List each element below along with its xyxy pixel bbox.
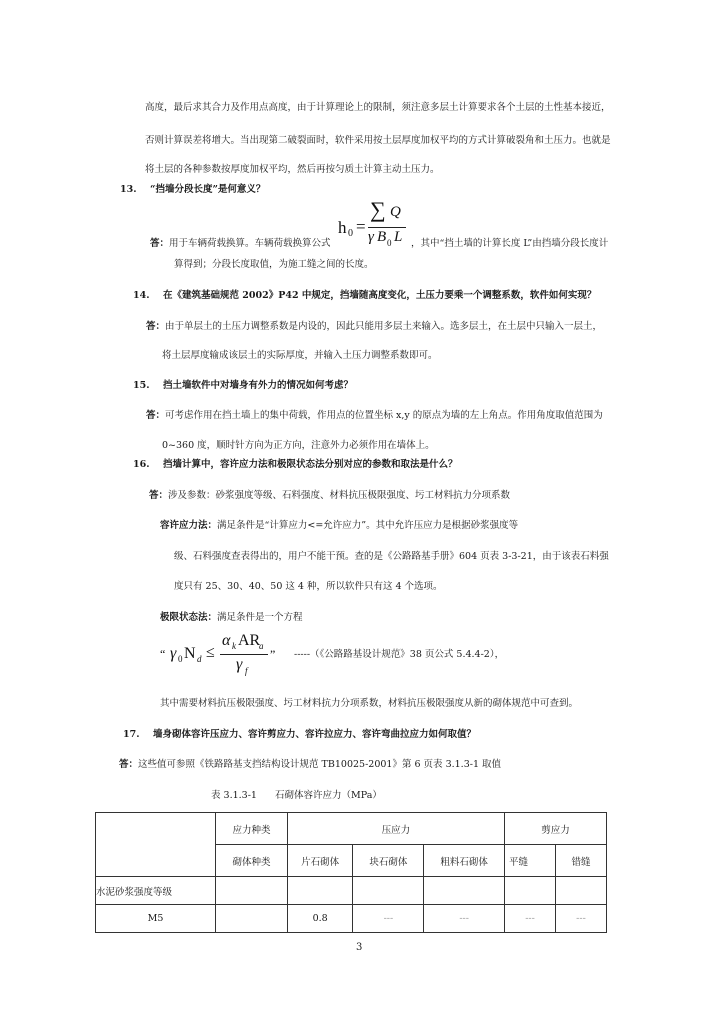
formula-reference: -----（《公路路基设计规范》38 页公式 5.4.4-2）， (294, 649, 505, 660)
answer-label: 答： (119, 759, 139, 770)
formula-den-gamma: γ (368, 229, 374, 245)
formula-n: N (184, 645, 196, 662)
limit-state-label: 极限状态法： (160, 612, 218, 623)
question-text: “挡墙分段长度”是何意义？ (150, 184, 266, 195)
page-number: 3 (356, 942, 363, 953)
table-header-cell: 应力种类 (216, 813, 288, 845)
table-caption-number: 表 3.1.3-1 (211, 790, 257, 801)
table-cell (216, 877, 288, 905)
answer-16-line1 (149, 490, 510, 502)
table-header-cell: 片石砌体 (287, 845, 353, 877)
table-cell (353, 877, 424, 905)
formula-den-b: B (377, 229, 387, 245)
answer-label: 答： (146, 321, 166, 332)
limit-state-text: 满足条件是一个方程 (217, 612, 303, 623)
answer-text: 用于车辆荷载换算。车辆荷载换算公式 (169, 238, 331, 249)
formula-sum: ∑ (370, 197, 386, 222)
table-cell-stagger: --- (555, 905, 606, 933)
formula-ar: AR (238, 632, 261, 649)
fraction-bar (220, 654, 268, 655)
formula-numerator: Q (390, 204, 401, 220)
table-header-cell: 粗料石砌体 (424, 845, 505, 877)
formula-lhs: h (338, 218, 347, 237)
formula-open-quote: “ (160, 647, 166, 661)
answer-text: 由于单层土的土压力调整系数是内设的，因此只能用多层土来输入。选多层土，在土层中只输入一层土， (165, 321, 603, 332)
question-17 (123, 729, 476, 741)
question-text: 挡土墙软件中对墙身有外力的情况如何考虑？ (163, 380, 354, 391)
formula-close-quote: ” (270, 647, 276, 661)
question-number: 15. (133, 380, 150, 391)
allowable-stress-label: 容许应力法： (160, 520, 218, 531)
table-header-cell: 错缝 (555, 845, 606, 877)
table-header-cell: 砌体种类 (216, 845, 288, 877)
table-cell-empty (96, 845, 216, 877)
question-number: 13. (120, 184, 137, 195)
answer-label: 答： (150, 238, 170, 249)
question-text: 在《建筑基础规范 2002》P42 中规定，挡墙随高度变化，土压力要乘一个调整系数，软件如何实现？ (163, 290, 597, 301)
table-cell (216, 905, 288, 933)
table-cell (287, 877, 353, 905)
question-number: 17. (123, 729, 140, 740)
table-header-cell: 压应力 (287, 813, 504, 845)
formula-gamma: γ (170, 645, 177, 662)
formula-lhs-sub: 0 (348, 228, 353, 239)
paragraph-line: 否则计算误差将增大。当出现第二破裂面时，软件采用按土层厚度加权平均的方式计算破裂角和土压力。也就是 (145, 135, 611, 146)
table-cell-flat: --- (505, 905, 556, 933)
allowable-stress-line3: 度只有 25、30、40、50 这 4 种，所以软件只有这 4 个选项。 (174, 581, 443, 592)
paragraph-line: 将土层的各种参数按厚度加权平均，然后再按匀质土计算主动土压力。 (145, 164, 440, 175)
answer-label: 答： (146, 410, 166, 421)
question-text: 墙身砌体容许压应力、容许剪应力、容许拉应力、容许弯曲拉应力如何取值？ (153, 729, 477, 740)
table-header-row (96, 813, 607, 845)
table-header-row (96, 845, 607, 877)
question-number: 14. (133, 290, 150, 301)
table-header-cell: 块石砌体 (353, 845, 424, 877)
answer-14-line1 (146, 321, 602, 333)
answer-17-line1 (119, 759, 501, 771)
answer-15-line1 (146, 410, 603, 422)
table-row (96, 905, 607, 933)
vehicle-load-formula (338, 197, 408, 249)
question-text: 挡墙计算中，容许应力法和极限状态法分别对应的参数和取法是什么？ (163, 459, 458, 470)
question-16 (133, 459, 458, 471)
answer-16-closing: 其中需要材料抗压极限强度、圬工材料抗力分项系数，材料抗压极限强度从新的砌体规范中可查到。 (160, 698, 579, 709)
answer-13-line2: 算得到；分段长度取值，为施工缝之间的长度。 (174, 259, 374, 270)
formula-den-gamma: γ (236, 656, 243, 673)
allowable-stress-line2: 级、石料强度查表得出的，用户不能干预。查的是《公路路基手册》604 页表 3-3-21，由于该表石料强 (174, 551, 609, 562)
answer-13-line1-cont: ，其中“挡土墙的计算长度 L”由挡墙分段长度计 (411, 238, 609, 249)
table-header-cell: 剪应力 (505, 813, 607, 845)
answer-15-line2: 0~360 度，顺时针方向为正方向，注意外力必须作用在墙体上。 (162, 440, 435, 451)
paragraph-line: 高度，最后求其合力及作用点高度，由于计算理论上的限制，须注意多层土计算要求各个土层的土性基本接近， (145, 102, 611, 113)
formula-eq: = (356, 217, 366, 236)
allowable-stress-table (95, 812, 607, 933)
allowable-stress-text: 满足条件是“计算应力<=允许应力”。其中允许压应力是根据砂浆强度等 (217, 520, 519, 531)
formula-den-l: L (394, 229, 403, 245)
formula-alpha: α (222, 632, 231, 649)
answer-14-line2: 将土层厚度输成该层土的实际厚度，并输入土压力调整系数即可。 (162, 350, 438, 361)
table-cell (505, 877, 556, 905)
table-cell (424, 877, 505, 905)
table-cell-grade: M5 (96, 905, 216, 933)
table-cell-empty (96, 813, 216, 845)
question-14 (133, 290, 596, 302)
table-header-cell: 平缝 (505, 845, 556, 877)
table-caption-title: 石砌体容许应力（MPa） (275, 790, 382, 801)
answer-label: 答： (149, 490, 169, 501)
question-15 (133, 380, 353, 392)
formula-den-sub: f (245, 666, 248, 676)
table-row-group-label: 水泥砂浆强度等级 (96, 877, 216, 905)
table-cell-rough: --- (424, 905, 505, 933)
formula-den-sub: 0 (387, 238, 392, 248)
table-cell-rubble: 0.8 (287, 905, 353, 933)
formula-alpha-sub: k (232, 641, 236, 651)
answer-13-line1 (150, 238, 331, 250)
formula-n-sub: d (197, 654, 202, 664)
formula-leq: ≤ (206, 644, 215, 661)
limit-state-formula (160, 632, 290, 678)
fraction-bar (368, 227, 406, 228)
table-cell (555, 877, 606, 905)
limit-state-line1 (160, 612, 303, 624)
formula-r-sub: a (259, 641, 264, 651)
answer-text: 涉及参数：砂浆强度等级、石料强度、材料抗压极限强度、圬工材料抗力分项系数 (168, 490, 511, 501)
answer-text: 这些值可参照《铁路路基支挡结构设计规范 TB10025-2001》第 6 页表 3.1.3-1 取值 (138, 759, 502, 770)
table-row (96, 877, 607, 905)
answer-text: 可考虑作用在挡土墙上的集中荷载，作用点的位置坐标 x,y 的原点为墙的左上角点。作用角度取值范围为 (165, 410, 603, 421)
formula-gamma-sub: 0 (178, 654, 183, 664)
allowable-stress-line1 (160, 520, 518, 532)
question-13 (120, 184, 265, 196)
question-number: 16. (133, 459, 150, 470)
table-cell-block: --- (353, 905, 424, 933)
